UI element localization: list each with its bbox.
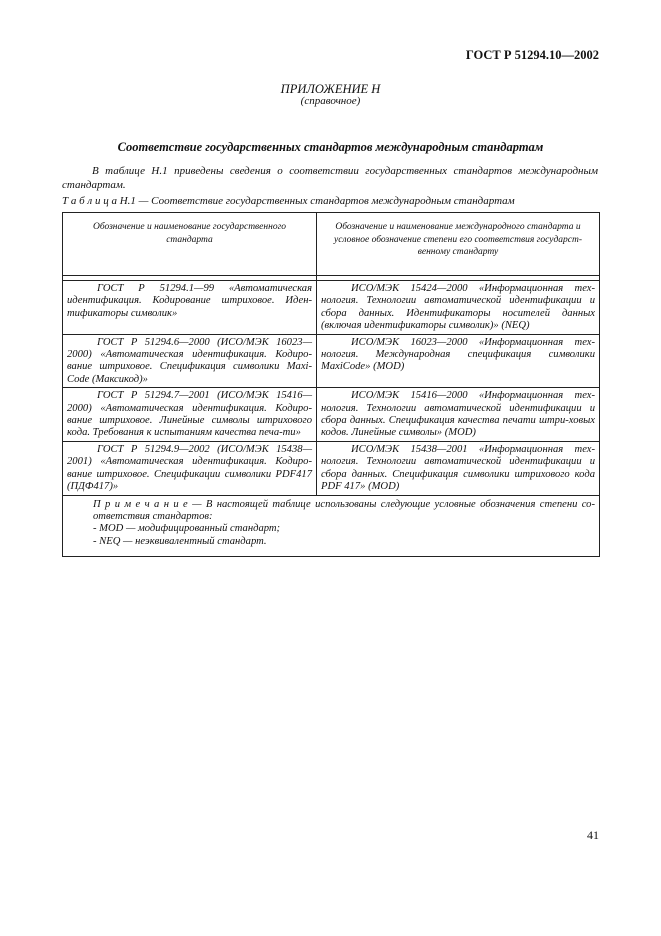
international-standard-cell: ИСО/МЭК 16023—2000 «Информационная тех-нология. Международная спецификация символики MaxiCode» (MOD) <box>317 334 600 388</box>
table-caption <box>62 195 515 207</box>
international-standard-cell: ИСО/МЭК 15438—2001 «Информационная тех-нология. Технологии автоматической идентификации и сбора данных. Спецификация символики штрихового кода PDF 417» (MOD) <box>317 441 600 495</box>
header-international-standard: Обозначение и наименование международного стандарта и условное обозначение степени его соответствия государст-венному стандарту <box>317 213 600 276</box>
national-standard-cell: ГОСТ Р 51294.1—99 «Автоматическая идентификация. Кодирование штриховое. Иден-тификаторы символик» <box>63 281 317 335</box>
table-header-row <box>63 213 600 276</box>
table-row <box>63 441 600 495</box>
table-caption-prefix: Т а б л и ц а <box>62 195 117 207</box>
intro-paragraph: В таблице Н.1 приведены сведения о соответствии государственных стандартов международным стандартам. <box>62 165 598 191</box>
table-note-row <box>63 495 600 557</box>
page-number: 41 <box>587 828 599 842</box>
table-row <box>63 388 600 442</box>
header-national-standard: Обозначение и наименование государственного стандарта <box>63 213 317 276</box>
table-caption-text: Н.1 — Соответствие государственных стандартов международным стандартам <box>119 195 515 207</box>
table-row <box>63 281 600 335</box>
national-standard-cell: ГОСТ Р 51294.7—2001 (ИСО/МЭК 15416—2000) «Автоматическая идентификация. Кодиро-вание штриховое. Линейные символы штрихового кода. Требования к испытаниям качества печа-ти» <box>63 388 317 442</box>
appendix-title: ПРИЛОЖЕНИЕ Н <box>280 82 381 96</box>
note-item-neq: - NEQ — неэквивалентный стандарт. <box>93 535 267 547</box>
table-row <box>63 334 600 388</box>
note-text: — В настоящей таблице использованы следующие условные обозначения степени со-ответствия стандартов: <box>93 498 596 522</box>
table-note <box>63 495 600 557</box>
national-standard-cell: ГОСТ Р 51294.6—2000 (ИСО/МЭК 16023—2000) «Автоматическая идентификация. Кодиро-вание штриховое. Спецификация символики Maxi-Code (Максикод)» <box>63 334 317 388</box>
standard-id: ГОСТ Р 51294.10—2002 <box>465 48 599 62</box>
correspondence-table <box>62 212 600 557</box>
note-label: П р и м е ч а н и е <box>93 498 188 510</box>
appendix-subtitle: (справочное) <box>300 95 361 107</box>
international-standard-cell: ИСО/МЭК 15424—2000 «Информационная тех-нология. Технологии автоматической идентификации и сбора данных. Идентификаторы носителей данных (включая идентификаторы символик)» (NEQ) <box>317 281 600 335</box>
note-item-mod: - MOD — модифицированный стандарт; <box>93 523 281 535</box>
section-heading: Соответствие государственных стандартов международным стандартам <box>117 140 544 154</box>
international-standard-cell: ИСО/МЭК 15416—2000 «Информационная тех-нология. Технологии автоматической идентификации и сбора данных. Спецификация качества печати штри-ховых кодов. Линейные символы» (MOD) <box>317 388 600 442</box>
national-standard-cell: ГОСТ Р 51294.9—2002 (ИСО/МЭК 15438—2001) «Автоматическая идентификация. Кодиро-вание штриховое. Спецификации символики PDF417 (ПДФ417)» <box>63 441 317 495</box>
